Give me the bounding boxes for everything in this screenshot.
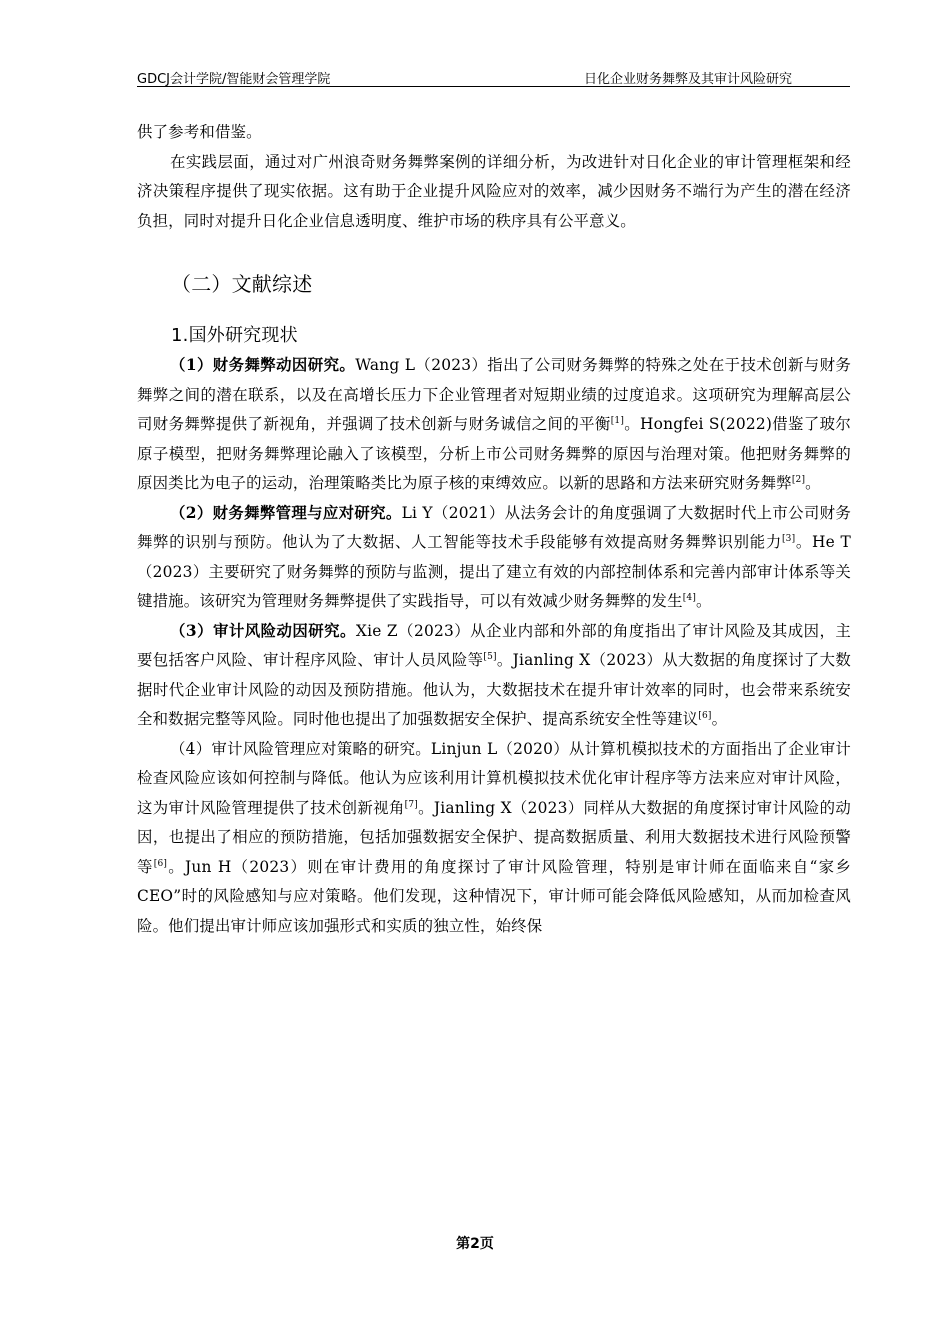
paragraph-text: Li Y（2021）从法务会计的角度强调了大数据时代上市公司财务舞弊的识别与预防。他认为了大数据、人工智能等技术手段能够有效提高财务舞弊识别能力 (137, 503, 851, 551)
paragraph-text: 。Hongfei S(2022)借鉴了玻尔原子模型，把财务舞弊理论融入了该模型，分析上市公司财务舞弊的原因与治理对策。他把财务舞弊的原因类比为电子的运动，治理策略类比为原子核的束缚效应。以新的思路和方法来研究财务舞弊 (137, 415, 851, 492)
page-number: 第2页 (456, 1236, 494, 1252)
paragraph-practice: 在实践层面，通过对广州浪奇财务舞弊案例的详细分析，为改进针对日化企业的审计管理框架和经济决策程序提供了现实依据。这有助于企业提升风险应对的效率，减少因财务不端行为产生的潜在经济负担，同时对提升日化企业信息透明度、维护市场的秩序具有公平意义。 (137, 152, 851, 230)
paragraph-lead: （2）财务舞弊管理与应对研究。 (170, 503, 402, 522)
paragraph-lead: （3）审计风险动因研究。 (170, 621, 356, 640)
paragraph-audit-risk-strategy (137, 735, 851, 942)
paragraph-fraud-management (137, 499, 851, 617)
page-header (137, 68, 850, 87)
citation: [3] (781, 534, 796, 544)
paragraph-text: 。Jun H（2023）则在审计费用的角度探讨了审计风险管理，特别是审计师在面临来自“家乡CEO”时的风险感知与应对策略。他们发现，这种情况下，审计师可能会降低风险感知，从而加检查风险。他们提出审计师应该加强形式和实质的独立性，始终保 (137, 857, 851, 935)
body-text (137, 118, 851, 941)
subsection-heading: 1.国外研究现状 (171, 325, 298, 346)
section-heading: （二）文献综述 (171, 272, 313, 296)
citation: [2] (791, 475, 806, 485)
citation: [7] (404, 799, 419, 810)
citation: [6] (153, 858, 168, 869)
paragraph-text: 。 (711, 710, 728, 728)
paragraph-lead: （1）财务舞弊动因研究。 (170, 356, 356, 374)
citation: [5] (483, 652, 497, 662)
paragraph-fraud-motives (137, 351, 851, 499)
citation: [6] (698, 711, 712, 721)
header-institution: GDCJ会计学院/智能财会管理学院 (137, 72, 331, 87)
paragraph-lead: （4）审计风险管理应对策略的研究。 (170, 739, 431, 758)
paragraph-audit-risk-motives (137, 617, 851, 735)
paragraph-text: 。 (805, 474, 821, 492)
citation: [1] (610, 416, 625, 426)
citation: [4] (682, 593, 697, 603)
paragraph-text: Wang L（2023）指出了公司财务舞弊的特殊之处在于技术创新与财务舞弊之间的潜在联系，以及在高增长压力下企业管理者对短期业绩的过度追求。这项研究为理解高层公司财务舞弊提供了新视角，并强调了技术创新与财务诚信之间的平衡 (137, 356, 852, 433)
paragraph-text: Xie Z（2023）从企业内部和外部的角度指出了审计风险及其成因，主要包括客户风险、审计程序风险、审计人员风险等 (137, 621, 852, 669)
header-paper-title: 日化企业财务舞弊及其审计风险研究 (583, 72, 792, 87)
paragraph-text: 。 (696, 592, 712, 610)
paragraph-text: Linjun L（2020）从计算机模拟技术的方面指出了企业审计检查风险应该如何控制与降低。他认为应该利用计算机模拟技术优化审计程序等方法来应对审计风险，这为审计风险管理提供了技术创新视角 (137, 739, 851, 817)
paragraph-text: 。Jianling X（2023）同样从大数据的角度探讨审计风险的动因，也提出了相应的预防措施，包括加强数据安全保护、提高数据质量、利用大数据技术进行风险预警等 (137, 798, 851, 876)
paragraph-continued: 供了参考和借鉴。 (137, 123, 262, 141)
paragraph-text: 。He T（2023）主要研究了财务舞弊的预防与监测，提出了建立有效的内部控制体系和完善内部审计体系等关键措施。该研究为管理财务舞弊提供了实践指导，可以有效减少财务舞弊的发生 (137, 533, 851, 610)
paragraph-text: 。Jianling X（2023）从大数据的角度探讨了大数据时代企业审计风险的动因及预防措施。他认为，大数据技术在提升审计效率的同时，也会带来系统安全和数据完整等风险。同时他也提出了加强数据安全保护、提高系统安全性等建议 (137, 651, 851, 728)
